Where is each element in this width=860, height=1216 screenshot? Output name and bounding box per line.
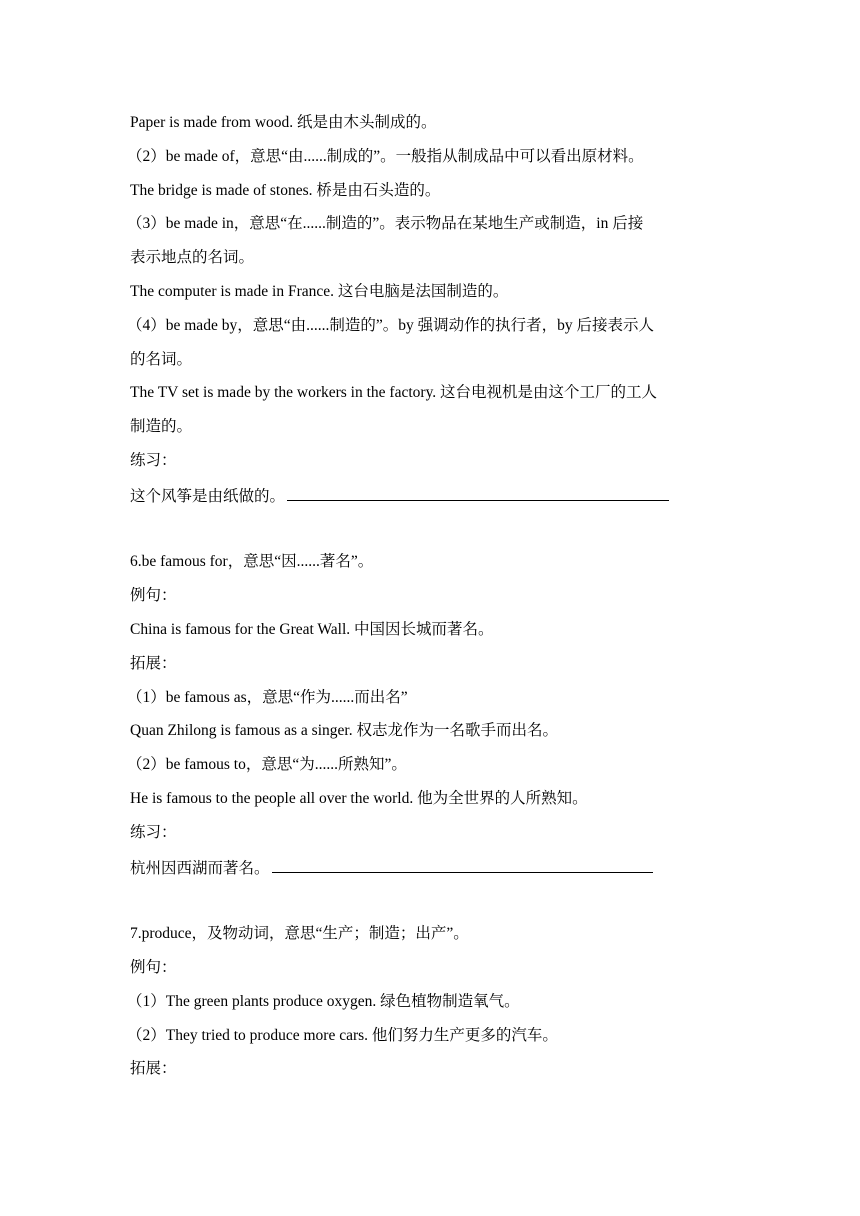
answer-blank[interactable] <box>287 478 669 501</box>
extend-label: 拓展： <box>130 654 177 672</box>
item-made-in: （3）be made in，意思“在......制造的”。表示物品在某地生产或制造，in 后接 <box>127 215 644 233</box>
example-made-by: The TV set is made by the workers in the factory. 这台电视机是由这个工厂的工人 <box>130 384 658 402</box>
practice-prompt: 这个风筝是由纸做的。 <box>130 487 286 505</box>
example-famous-as: Quan Zhilong is famous as a singer. 权志龙作为一名歌手而出名。 <box>130 722 558 740</box>
example-produce-2: （2）They tried to produce more cars. 他们努力生产更多的汽车。 <box>127 1026 558 1044</box>
example-label: 例句： <box>130 587 177 605</box>
section-heading-famous-for: 6.be famous for，意思“因......著名”。 <box>130 553 374 571</box>
section-heading-produce: 7.produce，及物动词，意思“生产；制造；出产”。 <box>130 925 469 943</box>
example-made-by-continued: 制造的。 <box>130 418 193 436</box>
example-made-of: The bridge is made of stones. 桥是由石头造的。 <box>130 181 441 199</box>
item-famous-as: （1）be famous as，意思“作为......而出名” <box>127 688 408 706</box>
item-made-in-continued: 表示地点的名词。 <box>130 249 255 267</box>
spacer <box>130 512 735 546</box>
practice-label: 练习： <box>130 451 177 469</box>
example-made-from: Paper is made from wood. 纸是由木头制成的。 <box>130 114 437 131</box>
example-famous-for: China is famous for the Great Wall. 中国因长城而著名。 <box>130 620 494 638</box>
item-made-by: （4）be made by，意思“由......制造的”。by 强调动作的执行者，by 后接表示人 <box>127 316 654 334</box>
practice-item <box>130 850 735 884</box>
document-body <box>127 106 735 1086</box>
answer-blank[interactable] <box>272 850 653 873</box>
practice-prompt: 杭州因西湖而著名。 <box>130 859 270 877</box>
item-made-of: （2）be made of，意思“由......制成的”。一般指从制成品中可以看出原材料。 <box>127 147 644 165</box>
extend-label: 拓展： <box>130 1060 177 1078</box>
example-made-in: The computer is made in France. 这台电脑是法国制造的。 <box>130 282 509 300</box>
example-produce-1: （1）The green plants produce oxygen. 绿色植物制造氧气。 <box>127 992 520 1010</box>
item-made-by-continued: 的名词。 <box>130 350 193 368</box>
example-label: 例句： <box>130 958 177 976</box>
practice-label: 练习： <box>130 823 177 841</box>
spacer <box>130 883 735 917</box>
item-famous-to: （2）be famous to，意思“为......所熟知”。 <box>127 756 407 774</box>
practice-item <box>130 478 735 512</box>
example-famous-to: He is famous to the people all over the world. 他为全世界的人所熟知。 <box>130 789 588 807</box>
